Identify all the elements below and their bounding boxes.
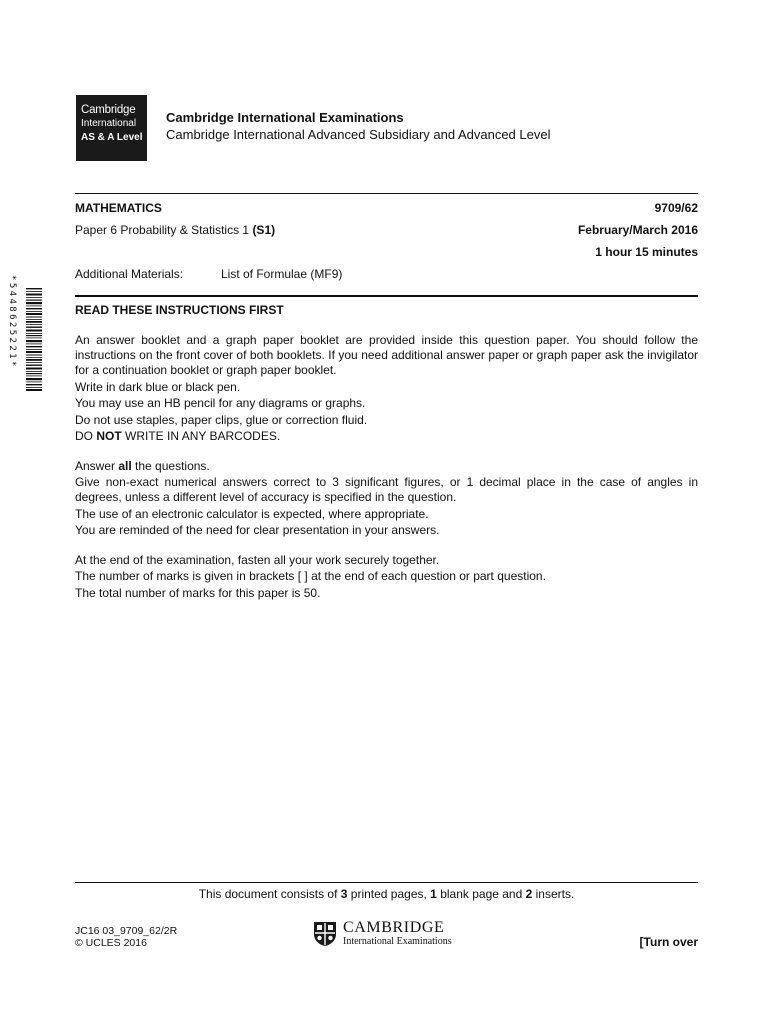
pages-text-3: blank page and — [436, 887, 526, 901]
answer-post: the questions. — [131, 458, 210, 473]
instruction-pen: Write in dark blue or black pen. — [75, 379, 241, 394]
footer-divider — [75, 882, 698, 883]
pages-text-1: This document consists of — [198, 887, 341, 901]
barcode-text-wrap — [6, 275, 18, 405]
subject: MATHEMATICS — [75, 201, 162, 215]
answer-bold: all — [118, 458, 132, 473]
barcodes-bold: NOT — [96, 429, 122, 443]
paper-code: 9709/62 — [654, 201, 698, 215]
header-divider — [75, 193, 698, 194]
instruction-fasten: At the end of the examination, fasten all your work securely together. — [75, 552, 440, 567]
instructions-divider — [75, 295, 698, 297]
org-title: Cambridge International Examinations — [166, 110, 404, 125]
logo-line-1: Cambridge — [81, 104, 136, 116]
cambridge-crest-icon — [313, 921, 337, 947]
page-count-note — [75, 887, 698, 901]
copyright: © UCLES 2016 — [75, 937, 147, 949]
instruction-calculator: The use of an electronic calculator is expected, where appropriate. — [75, 506, 429, 521]
instructions-heading: READ THESE INSTRUCTIONS FIRST — [75, 303, 284, 317]
document-reference: JC16 03_9709_62/2R — [75, 925, 178, 937]
instruction-total-marks: The total number of marks for this paper is 50. — [75, 585, 321, 600]
publisher-subtitle: International Examinations — [343, 936, 452, 947]
barcode-text: *5448625221* — [7, 275, 17, 369]
barcode — [26, 270, 42, 410]
pages-text-2: printed pages, — [347, 887, 431, 901]
turn-over: [Turn over — [639, 935, 698, 949]
instruction-staples: Do not use staples, paper clips, glue or correction fluid. — [75, 412, 368, 427]
instruction-accuracy: Give non-exact numerical answers correct to 3 significant figures, or 1 decimal place in the case of angles in degrees, unless a different level of accuracy is specified in the question. — [75, 475, 698, 504]
barcode-bars — [26, 288, 42, 391]
instruction-pencil: You may use an HB pencil for any diagrams or graphs. — [75, 396, 366, 410]
instruction-presentation: You are reminded of the need for clear presentation in your answers. — [75, 523, 440, 537]
paper-description — [75, 223, 275, 238]
paper-desc-text: Paper 6 Probability & Statistics 1 — [75, 223, 250, 237]
instruction-marks-brackets: The number of marks is given in brackets [ ] at the end of each question or part question. — [75, 569, 546, 583]
cambridge-as-a-level-logo — [76, 95, 147, 161]
logo-line-2: International — [81, 118, 137, 129]
pages-printed-count: 3 — [340, 887, 348, 901]
materials-label: Additional Materials: — [75, 267, 184, 281]
pages-insert-count: 2 — [525, 887, 533, 901]
barcodes-pre: DO — [75, 429, 97, 443]
instruction-barcodes — [75, 429, 698, 444]
instruction-answer-all — [75, 459, 698, 474]
materials-value: List of Formulae (MF9) — [221, 267, 343, 281]
org-subtitle: Cambridge International Advanced Subsidiary and Advanced Level — [166, 127, 551, 142]
paper-tag: (S1) — [252, 223, 276, 237]
pages-text-4: inserts. — [532, 887, 575, 901]
instructions-body — [75, 333, 698, 602]
pages-blank-count: 1 — [430, 887, 437, 901]
publisher-name: CAMBRIDGE — [343, 919, 445, 936]
logo-line-3: AS & A Level — [81, 132, 143, 143]
instruction-booklets: An answer booklet and a graph paper booklet are provided inside this question paper. You should follow the instructions on the front cover of both booklets. If you need additional answer paper or graph paper ask the invigilator for a continuation booklet or graph paper booklet. — [75, 333, 698, 377]
exam-duration: 1 hour 15 minutes — [595, 245, 698, 259]
answer-pre: Answer — [75, 458, 119, 473]
barcodes-post: WRITE IN ANY BARCODES. — [121, 429, 281, 443]
exam-session: February/March 2016 — [577, 223, 698, 237]
